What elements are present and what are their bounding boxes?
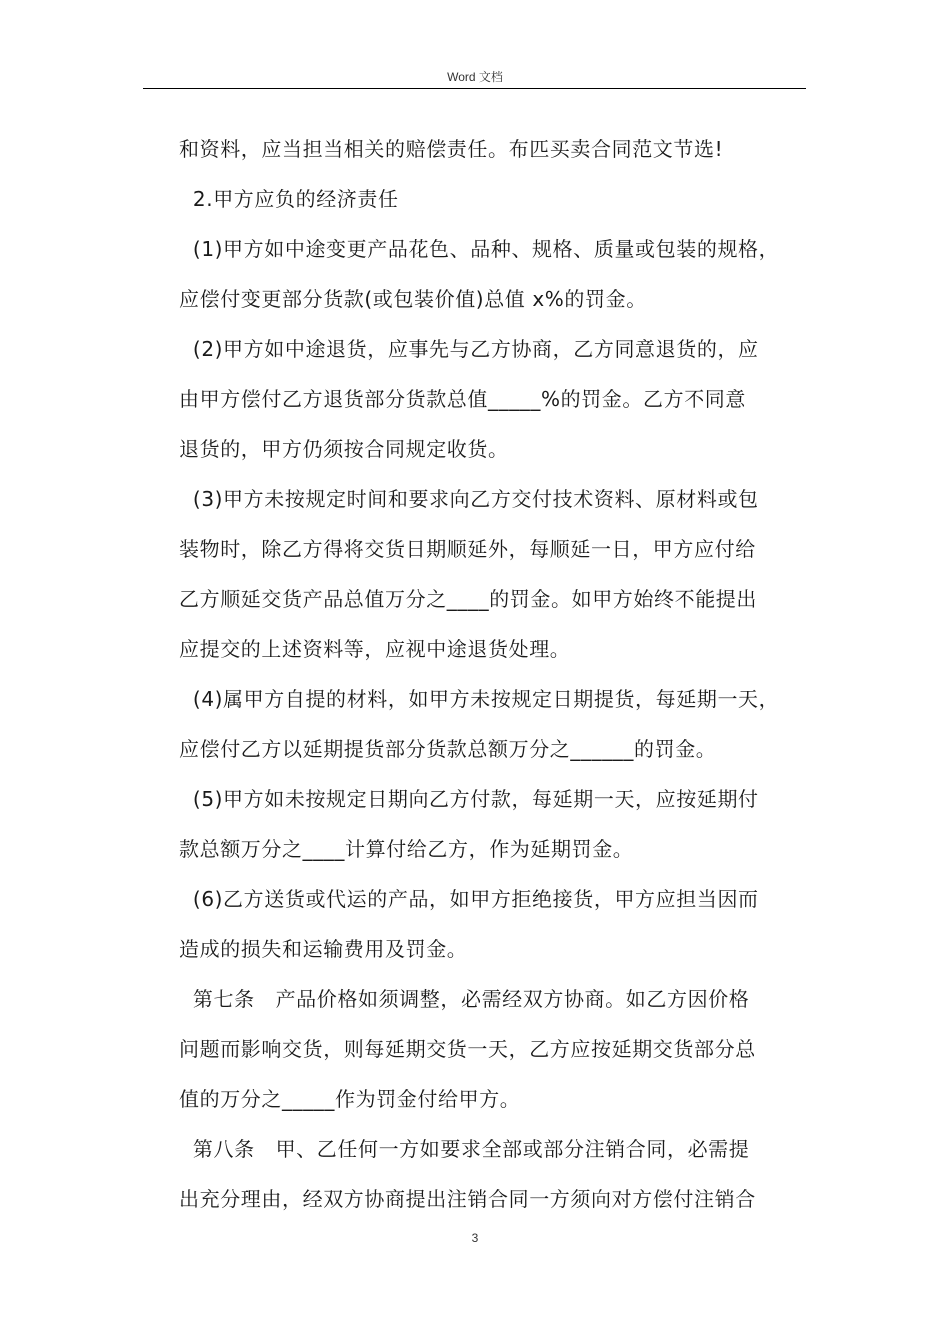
body-line: 问题而影响交货，则每延期交货一天，乙方应按延期交货部分总 (179, 1037, 756, 1061)
body-line: 2.甲方应负的经济责任 (179, 187, 399, 211)
body-line: 应偿付乙方以延期提货部分货款总额万分之______的罚金。 (179, 737, 717, 761)
body-line: 装物时，除乙方得将交货日期顺延外，每顺延一日，甲方应付给 (179, 537, 756, 561)
body-line: (4)属甲方自提的材料，如甲方未按规定日期提货，每延期一天， (179, 687, 780, 711)
body-line: (1)甲方如中途变更产品花色、品种、规格、质量或包装的规格， (179, 237, 780, 261)
body-line: 第七条 产品价格如须调整，必需经双方协商。如乙方因价格 (179, 987, 750, 1011)
body-line: (6)乙方送货或代运的产品，如甲方拒绝接货，甲方应担当因而 (179, 887, 759, 911)
body-line: (3)甲方未按规定时间和要求向乙方交付技术资料、原材料或包 (179, 487, 759, 511)
body-line: 乙方顺延交货产品总值万分之____的罚金。如甲方始终不能提出 (179, 587, 757, 611)
body-line: 出充分理由，经双方协商提出注销合同一方须向对方偿付注销合 (179, 1187, 756, 1211)
header-divider (143, 88, 806, 89)
page-header-title: Word 文档 (447, 70, 503, 84)
body-line: (5)甲方如未按规定日期向乙方付款，每延期一天，应按延期付 (179, 787, 759, 811)
body-line: 应提交的上述资料等，应视中途退货处理。 (179, 637, 571, 661)
body-line: 款总额万分之____计算付给乙方，作为延期罚金。 (179, 837, 634, 861)
body-line: 第八条 甲、乙任何一方如要求全部或部分注销合同，必需提 (179, 1137, 750, 1161)
body-line: 和资料，应当担当相关的赔偿责任。布匹买卖合同范文节选! (179, 137, 724, 161)
body-line: 应偿付变更部分货款(或包装价值)总值 x%的罚金。 (179, 287, 647, 311)
body-line: 退货的，甲方仍须按合同规定收货。 (179, 437, 509, 461)
body-line: (2)甲方如中途退货，应事先与乙方协商，乙方同意退货的，应 (179, 337, 759, 361)
body-line: 值的万分之_____作为罚金付给甲方。 (179, 1087, 521, 1111)
body-line: 由甲方偿付乙方退货部分货款总值_____%的罚金。乙方不同意 (179, 387, 747, 411)
body-line: 造成的损失和运输费用及罚金。 (179, 937, 468, 961)
page-number: 3 (471, 1231, 479, 1245)
